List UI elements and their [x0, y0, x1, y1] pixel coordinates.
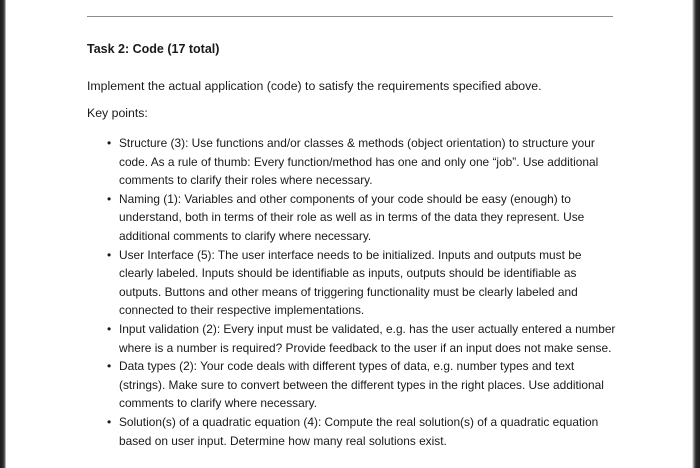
- document-body: [87, 41, 627, 450]
- list-item-text: Structure (3): Use functions and/or classes & methods (object orientation) to structure your code. As a rule of thumb: Every function/method has one and only one “job”. Use additional comments to clarify their roles where necessary.: [119, 136, 599, 188]
- list-item-text: Naming (1): Variables and other components of your code should be easy (enough) to understand, both in terms of their role as well as in terms of the data they represent. Use additional comments to clarify where necessary.: [119, 191, 585, 243]
- key-points-list: [87, 134, 627, 450]
- bullet-icon: •: [107, 359, 112, 374]
- list-item-text: Data types (2): Your code deals with different types of data, e.g. number types and text (strings). Make sure to convert between the different types in the right places. Use additional comments to clarify where necessary.: [119, 359, 604, 411]
- list-item-text: User Interface (5): The user interface needs to be initialized. Inputs and outputs must be clearly labeled. Inputs should be identifiable as inputs, outputs should be identifiable as outputs. Buttons and other means of triggering functionality must be clearly labeled and connected to their respective implementations.: [119, 247, 582, 318]
- list-item-text: Solution(s) of a quadratic equation (4): Compute the real solution(s) of a quadratic equation based on user input. Determine how many real solutions exist.: [119, 414, 599, 448]
- list-item: [87, 413, 619, 450]
- list-item: [87, 134, 619, 190]
- list-item: [87, 357, 619, 413]
- list-item-text: Input validation (2): Every input must be validated, e.g. has the user actually entered a number where is a number is required? Provide feedback to the user if an input does not make sense.: [119, 321, 616, 355]
- key-points-label: Key points:: [87, 106, 148, 120]
- bullet-icon: •: [107, 191, 112, 206]
- list-item: [87, 246, 619, 320]
- section-divider: [87, 16, 613, 17]
- bullet-icon: •: [107, 321, 112, 336]
- left-screen-edge: [0, 0, 6, 468]
- intro-paragraph: Implement the actual application (code) to satisfy the requirements specified above.: [87, 79, 542, 93]
- bullet-icon: •: [107, 247, 112, 262]
- list-item: [87, 190, 619, 246]
- list-item: [87, 320, 619, 357]
- task-title: Task 2: Code (17 total): [87, 42, 220, 56]
- bullet-icon: •: [107, 136, 112, 150]
- bullet-icon: •: [107, 414, 112, 429]
- right-screen-edge: [692, 0, 700, 468]
